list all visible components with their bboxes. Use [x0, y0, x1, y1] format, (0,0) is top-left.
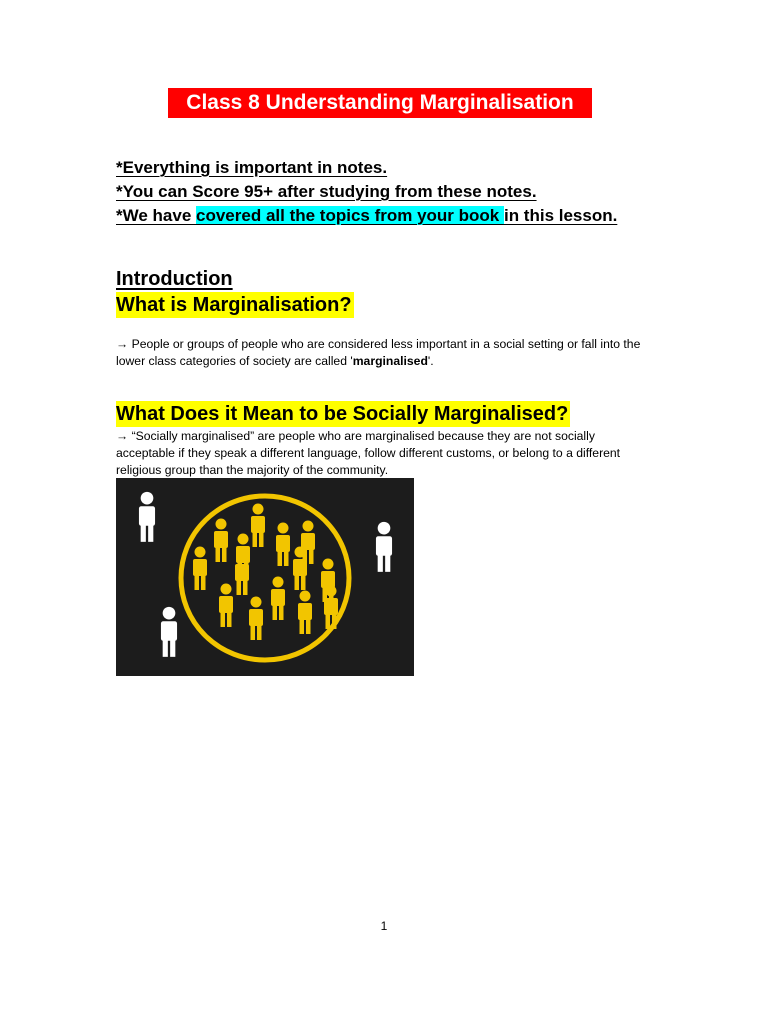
note-line-3-suffix: in this lesson.: [503, 206, 618, 225]
people-circle-icon: [116, 478, 414, 676]
marginalisation-question-heading: What is Marginalisation?: [116, 294, 352, 316]
social-marginalisation-heading: What Does it Mean to be Socially Marginalised?: [116, 403, 569, 425]
arrow-icon: →: [116, 337, 129, 351]
definition-bold-term: marginalised: [352, 354, 428, 368]
marginalisation-definition: [116, 336, 646, 370]
page-number: 1: [380, 919, 388, 933]
note-line-1: *Everything is important in notes.: [116, 158, 388, 177]
social-marginalisation-paragraph: [116, 428, 646, 479]
definition-text: People or groups of people who are considered less important in a social setting or fall into the lower class categories of society are called ': [116, 337, 641, 368]
note-line-3: [116, 204, 676, 228]
notes-list: [116, 156, 676, 228]
introduction-heading: Introduction: [116, 268, 233, 290]
note-line-2: *You can Score 95+ after studying from these notes.: [116, 182, 537, 201]
definition-end: '.: [427, 354, 434, 368]
note-line-3-highlight: covered all the topics from your book: [196, 206, 504, 225]
marginalised-people-illustration: [116, 478, 414, 676]
social-text: “Socially marginalised” are people who are marginalised because they are not socially acceptable if they speak a different language, follow different customs, or belong to a different religious group than the majority of the community.: [116, 429, 621, 477]
arrow-icon: →: [116, 429, 129, 443]
document-title: Class 8 Understanding Marginalisation: [168, 88, 592, 118]
note-line-3-prefix: *We have: [116, 206, 197, 225]
